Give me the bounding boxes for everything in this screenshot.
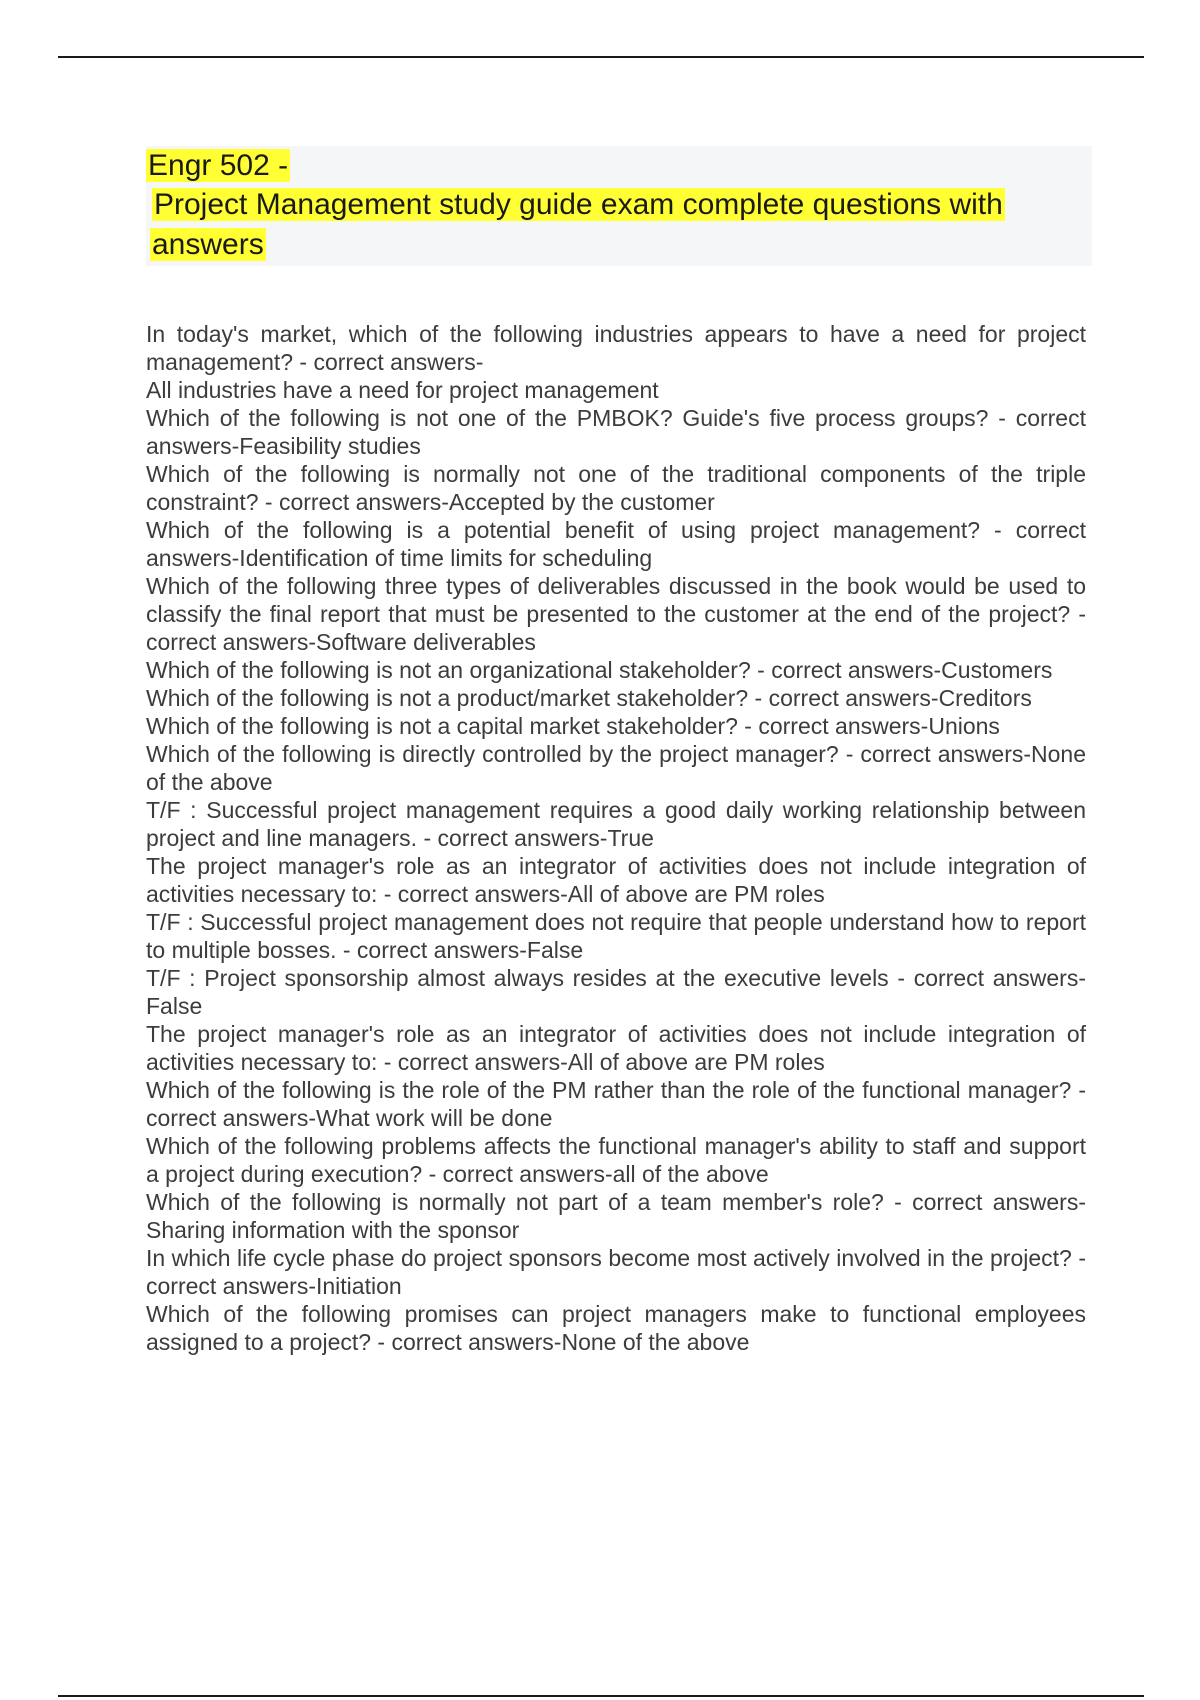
qa-item: Which of the following is the role of the PM rather than the role of the functional manager? - correct answers-What work will be done [146, 1077, 1086, 1131]
qa-item: Which of the following is not an organizational stakeholder? - correct answers-Customers [146, 657, 1053, 683]
qa-item: The project manager's role as an integrator of activities does not include integration of activities necessary to: - correct answers-All of above are PM roles [146, 853, 1086, 907]
title-line-3-text: answers [152, 228, 264, 261]
bottom-rule [58, 1695, 1144, 1697]
qa-item: Which of the following is normally not one of the traditional components of the triple constraint? - correct answers-Accepted by the customer [146, 461, 1086, 515]
qa-item: Which of the following is not a product/market stakeholder? - correct answers-Creditors [146, 685, 1032, 711]
qa-item: Which of the following is directly controlled by the project manager? - correct answers-None of the above [146, 741, 1086, 795]
qa-item: Which of the following is normally not part of a team member's role? - correct answers-Sharing information with the sponsor [146, 1189, 1086, 1243]
qa-item: T/F : Successful project management does not require that people understand how to report to multiple bosses. - correct answers-False [146, 909, 1086, 963]
qa-item: All industries have a need for project management [146, 377, 659, 403]
qa-item: The project manager's role as an integrator of activities does not include integration of activities necessary to: - correct answers-All of above are PM roles [146, 1021, 1086, 1075]
qa-item: Which of the following is not one of the PMBOK? Guide's five process groups? - correct answers-Feasibility studies [146, 405, 1086, 459]
qa-item: In today's market, which of the following industries appears to have a need for project management? - correct answers- [146, 321, 1086, 375]
title-line-2-text: Project Management study guide exam complete questions with [154, 188, 1003, 221]
qa-item: T/F : Successful project management requires a good daily working relationship between project and line managers. - correct answers-True [146, 797, 1086, 851]
title-line-1-text: Engr 502 - [148, 149, 289, 182]
qa-item: Which of the following is a potential benefit of using project management? - correct answers-Identification of time limits for scheduling [146, 517, 1086, 571]
qa-item: Which of the following problems affects the functional manager's ability to staff and support a project during execution? - correct answers-all of the above [146, 1133, 1086, 1187]
question-answer-list [146, 320, 1086, 1356]
qa-item: Which of the following is not a capital market stakeholder? - correct answers-Unions [146, 713, 1000, 739]
top-rule [58, 56, 1144, 58]
qa-item: In which life cycle phase do project sponsors become most actively involved in the project? - correct answers-Initiation [146, 1245, 1086, 1299]
qa-item: T/F : Project sponsorship almost always resides at the executive levels - correct answers-False [146, 965, 1086, 1019]
qa-item: Which of the following three types of deliverables discussed in the book would be used to classify the final report that must be presented to the customer at the end of the project? - correct answers-Software deliverables [146, 573, 1086, 655]
document-title [146, 146, 1092, 266]
qa-item: Which of the following promises can project managers make to functional employees assigned to a project? - correct answers-None of the above [146, 1301, 1086, 1355]
title-line-3 [150, 225, 266, 265]
title-line-2 [152, 185, 1005, 225]
title-line-1 [146, 146, 290, 186]
